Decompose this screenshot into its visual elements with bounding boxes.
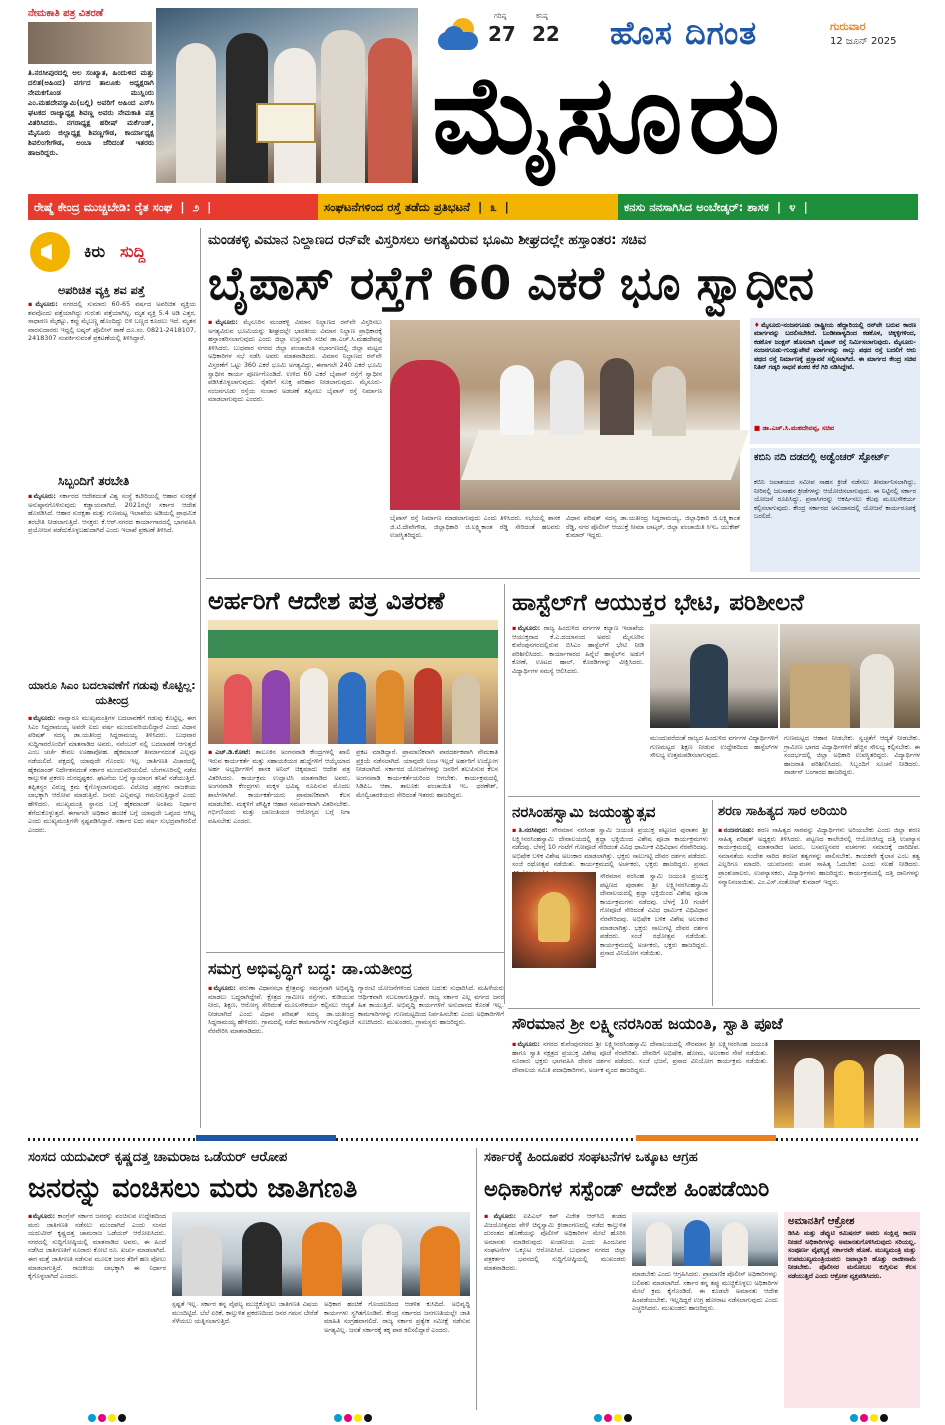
lead-col-3: ವಿಧಾನ ಪರಿಷತ್ ಸದಸ್ಯ ಡಾ.ಯತೀಂದ್ರ ಸಿದ್ದರಾಮಯ್ಯ, ಜಿಲ್ಲಾಧಿಕಾರಿ ಜಿ.ಲಕ್ಷ್ಮಿಕಾಂತ ರೆಡ್ಡಿ, ನಗರ ಪೊಲೀಸ್ ಆಯುಕ್ತೆ ಸೀಮಾ ಲಾಟ್ಕರ್, ಜಿಲ್ಲಾ ಪಂಚಾಯಿತಿ ಸಿಇಒ ಯುಕೇಶ್ ಕುಮಾರ್ ಇದ್ದರು. xyxy=(566,514,740,540)
section-divider xyxy=(476,1148,477,1410)
amanatu-text: ಡಿಸಿಪಿ ಮತ್ತು ಡೆಪ್ಯುಟಿ ಕಮಿಷನರ್ ಅವರು ಸಂಕ್ಷಿಪ್ತ ಕಾರಣ ನೀಡದೆ ಅಧಿಕಾರಿಗಳನ್ನು ಅಮಾನತುಗೊಳಿಸಿರುವುದು ಸರಿಯಲ್ಲ. ಸಂಪೂರ್ಣ ವೈಫಲ್ಯಕ್ಕೆ ಸರ್ಕಾರವೇ ಹೊಣೆ. ಮುಖ್ಯಮಂತ್ರಿ ಮತ್ತು ಉಪಮುಖ್ಯಮಂತ್ರಿಯವರು ಜವಾಬ್ದಾರಿ ಹೊತ್ತು ರಾಜೀನಾಮೆ ನೀಡಬೇಕು. ಪೊಲೀಸರ ಮನೋಬಲ ಕುಗ್ಗಿಸುವ ಕೆಲಸ ನಡೆಯುತ್ತಿದೆ ಎಂದು ಆಕ್ರೋಶ ವ್ಯಕ್ತಪಡಿಸಿದರು. xyxy=(788,1229,916,1280)
kabini-text: ಕಬಿನಿ ಜಲಾಶಯದ ಸಮೀಪ ಸಾಹಸ ಕ್ರೀಡೆ ನಡೆಸಲು ತೀರ್ಮಾನಿಸಲಾಗಿದ್ದು, ನೀರಿನಲ್ಲಿ ಜಲಸಾಹಸ ಕ್ರೀಡೆಗಳನ್ನು ಆಯೋಜಿಸಲಾಗುವುದು. ಈ ನಿಟ್ಟಿನಲ್ಲಿ ಸರ್ಕಾರ ಯೋಜನೆ ರೂಪಿಸಿದ್ದು, ಪ್ರವಾಸಿಗರನ್ನು ಆಕರ್ಷಿಸಲು ಕೆಲವು ಮೂಲಸೌಕರ್ಯ ಕಲ್ಪಿಸಲಾಗುವುದು. ಕೇಂದ್ರ ಸರ್ಕಾರದ ಅನುದಾನದಲ್ಲಿ ಯೋಜನೆ ಕಾರ್ಯರೂಪಕ್ಕೆ ಬರಲಿದೆ. xyxy=(754,478,916,521)
section-divider xyxy=(206,952,504,953)
ticker-text: ಕನಸು ನನಸಾಗಿಸಿದ ಅಂಬೇಡ್ಕರ್: ಶಾಸಕ xyxy=(624,199,769,214)
column-divider xyxy=(200,228,201,1128)
appoint-col-1: ▪ಎಚ್.ಡಿ.ಕೋಟೆ: ತಾಲೂಕಿನ ಅಂಗನವಾಡಿ ಕೇಂದ್ರಗಳಲ್ಲಿ ಖಾಲಿ ಇರುವ ಕಾರ್ಯಕರ್ತೆ ಮತ್ತು ಸಹಾಯಕಿಯರ ಹುದ್ದೆಗಳಿಗೆ ಆಯ್ಕೆಯಾದ ಅರ್ಹ ಅಭ್ಯರ್ಥಿಗಳಿಗೆ ಶಾಸಕ ಅನಿಲ್ ಚಿಕ್ಕಮಾದು ಆದೇಶ ಪತ್ರ ವಿತರಿಸಿದರು. ಕಾರ್ಯಕ್ರಮ ಉದ್ಘಾಟಿಸಿ ಮಾತನಾಡಿದ ಅವರು, ಅಂಗನವಾಡಿ ಕೇಂದ್ರಗಳು ಮಕ್ಕಳ ಭವಿಷ್ಯ ರೂಪಿಸುವ ಮೊದಲ ಶಾಲೆಗಳಾಗಿವೆ. ಕಾರ್ಯಕರ್ತೆಯರು ಪ್ರಾಮಾಣಿಕವಾಗಿ ಕೆಲಸ ಮಾಡಬೇಕು. ಮಕ್ಕಳಿಗೆ ಪೌಷ್ಟಿಕ ಆಹಾರ ಸಮರ್ಪಕವಾಗಿ ವಿತರಿಸಬೇಕು. ಗರ್ಭಿಣಿಯರು ಮತ್ತು ಬಾಣಂತಿಯರ ಆರೋಗ್ಯದ ಬಗ್ಗೆ ನಿಗಾ ವಹಿಸಬೇಕು ಎಂದರು. xyxy=(208,748,350,825)
section-divider xyxy=(206,578,920,579)
suspend-photo xyxy=(632,1212,778,1266)
lead-sidebar xyxy=(750,318,920,444)
souramana-photo xyxy=(774,1040,920,1128)
ticker-page: ೩ xyxy=(490,199,497,214)
ticker-item[interactable]: ರೇಷ್ಮೆ ಕೇಂದ್ರ ಮುಚ್ಚಬೇಡಿ: ರೈತ ಸಂಘ | ೨ | xyxy=(28,194,318,220)
appoint-photo xyxy=(208,620,498,744)
caste-headline: ಜನರನ್ನು ವಂಚಿಸಲು ಮರು ಜಾತಿಗಣತಿ xyxy=(28,1173,358,1204)
amanatu-title: ಅಮಾನತಿಗೆ ಆಕ್ರೋಶ xyxy=(788,1216,855,1227)
amanatu-box xyxy=(784,1212,920,1408)
samagra-headline: ಸಮಗ್ರ ಅಭಿವೃದ್ಧಿಗೆ ಬದ್ಧ: ಡಾ.ಯತೀಂದ್ರ xyxy=(208,959,413,978)
narasimha-photo xyxy=(512,872,596,968)
hostel-headline: ಹಾಸ್ಟೆಲ್‌ಗೆ ಆಯುಕ್ತರ ಭೇಟಿ, ಪರಿಶೀಲನೆ xyxy=(512,590,804,616)
top-story-text: ತಿ.ನರಸೀಪುರದಲ್ಲಿ ಅಲ ಸಂಖ್ಯಾತ, ಹಿಂದುಳಿದ ಮತ್ತು ದಲಿತ(ಅಹಿಂದ) ವರ್ಗದ ತಾಲೂಕು ಅಧ್ಯಕ್ಷರಾಗಿ ನೇಮಕಗೊಂಡ ಮುಸ್ಲಿಂರು ಎಂ.ಮಹದೇವಸ್ವಾಮಿ(ಬಲ್ಲಿ) ಅವರಿಗೆ ಅಹಿಂದ ಎಸ್‌ಸಿ ಘಟಕದ ರಾಜ್ಯಾಧ್ಯಕ್ಷ ಶಿವಣ್ಣ ಅವರು ನೇಮಕಾತಿ ಪತ್ರ ವಿತರಿಸಿದರು. ನಗರಾಧ್ಯಕ್ಷ ಹರೀಷ್ ಮರ್ಕೆಂಡ್, ಮೈಸೂರು ಜಿಲ್ಲಾಧ್ಯಕ್ಷ ಶಿವಣ್ಣಗೌಡ, ಕಾರ್ಯಾಧ್ಯಕ್ಷ ಶಿವಲಿಂಗೇಗೌಡ, ಅಂಬಾ ಜೆರಿದಂತೆ ಇತರರು ಹಾಜರಿದ್ದರು. xyxy=(28,68,154,157)
caste-photo xyxy=(172,1212,470,1296)
narasimha-body-top: ▪ತಿ.ನರಸೀಪುರ: ಸೌರಮಾನ ನರಸಿಂಹ ಸ್ವಾಮಿ ಜಯಂತಿ ಪ್ರಯುಕ್ತ ಪಟ್ಟಣದ ಪುರಾತನ ಶ್ರೀ ಲಕ್ಷ್ಮೀನರಸಿಂಹಸ್ವಾಮಿ ದೇವಾಲಯದಲ್ಲಿ ಶ್ರದ್ಧಾ ಭಕ್ತಿಯಿಂದ ವಿಶೇಷ ಪೂಜಾ ಕಾರ್ಯಕ್ರಮಗಳು ನಡೆದವು. ಬೆಳಗ್ಗೆ 10 ಗಂಟೆಗೆ ಗೋಪೂಜೆ ಸೇರಿದಂತೆ ವಿವಿಧ ಧಾರ್ಮಿಕ ವಿಧಿವಿಧಾನ ನೆರವೇರಿದವು. ಅಭಿಷೇಕ ಬಳಿಕ ವಿಶೇಷ ಅಲಂಕಾರ ಮಾಡಲಾಗಿತ್ತು. ಭಕ್ತರು ಸಾಲುಗಟ್ಟಿ ದೇವರ ದರ್ಶನ ಪಡೆದರು. ಸಂಜೆ ರಥೋತ್ಸವ ನಡೆಯಿತು. ಕಾರ್ಯಕ್ರಮದಲ್ಲಿ ಅರ್ಚಕರು, ಭಕ್ತರು ಹಾಜರಿದ್ದರು. ಪ್ರಸಾದ xyxy=(512,826,708,869)
kabini-box xyxy=(750,448,920,572)
sidebar-quote: ■ ಡಾ.ಎಚ್.ಸಿ.ಮಹದೇವಪ್ಪ, ಸಚಿವ xyxy=(754,424,835,432)
weather-min-label: ಕನಿಷ್ಠ xyxy=(536,12,548,20)
suspend-col-1: ▪ಮೈಸೂರು: ಐಪಿಎಲ್ ಕಪ್ ವಿಜೇತ ಆರ್‌ಸಿಬಿ ತಂಡದ ವಿಜಯೋತ್ಸವದ ವೇಳೆ ಚಿನ್ನಸ್ವಾಮಿ ಕ್ರೀಡಾಂಗಣದಲ್ಲಿ ನಡೆದ ಕಾಲ್ತುಳಿತ ದುರಂತದ ಹೊಣೆಯನ್ನು ಪೊಲೀಸ್ ಅಧಿಕಾರಿಗಳ ಮೇಲೆ ಹೊರಿಸಿ ಅಮಾನತು ಮಾಡಿರುವುದು ಖಂಡನೀಯ ಎಂದು ಹಿಂದೂಪರ ಸಂಘಟನೆಗಳ ಒಕ್ಕೂಟ ಆರೋಪಿಸಿದೆ. ಬುಧವಾರ ನಗರದ ಜಿಲ್ಲಾ ಪತ್ರಕರ್ತರ ಭವನದಲ್ಲಿ ಸುದ್ದಿಗೋಷ್ಠಿಯಲ್ಲಿ ಮುಖಂಡರು ಮಾತನಾಡಿದರು. xyxy=(484,1212,626,1272)
section-divider xyxy=(712,800,713,1006)
sharana-headline: ಶರಣ ಸಾಹಿತ್ಯದ ಸಾರ ಅರಿಯಿರಿ xyxy=(718,804,847,819)
brief-title: ಸಿಬ್ಬಂದಿಗೆ ತರಬೇತಿ xyxy=(58,474,130,488)
edition-title: ಮೈಸೂರು xyxy=(432,53,786,178)
section-tag: ನೇಮಕಾತಿ ಪತ್ರ ವಿತರಣೆ xyxy=(28,8,104,19)
lead-photo xyxy=(390,320,740,510)
caste-col-3: ಅಧಿಕಾರ ಹಂಚಿಕೆ ಗೊಂದಲದಿಂದ ಆಡಳಿತ ಕುಸಿದಿದೆ. ಅಭಿವೃದ್ಧಿ ಕಾರ್ಯಗಳು ಸ್ಥಗಿತಗೊಂಡಿವೆ. ಕೇಂದ್ರ ಸರ್ಕಾರದ ಜನಗಣತಿಯಲ್ಲೇ ಜಾತಿ ಮಾಹಿತಿ ಸಂಗ್ರಹವಾಗಲಿದೆ. ರಾಜ್ಯ ಸರ್ಕಾರ ಪ್ರತ್ಯೇಕ ಸಮೀಕ್ಷೆ ನಡೆಸುವ ಅಗತ್ಯವಿಲ್ಲ. ಜನತೆ ಸರ್ಕಾರಕ್ಕೆ ತಕ್ಕ ಪಾಠ ಕಲಿಸಲಿದ್ದಾರೆ ಎಂದರು. xyxy=(324,1300,470,1334)
section-divider xyxy=(504,584,505,1004)
brief-body: ▪ಮೈಸೂರು: ನಾವ್ಯಾರೂ ಮುಖ್ಯಮಂತ್ರಿಗಳ ಬದಲಾವಣೆಗೆ ಗಡುವು ಕೊಟ್ಟಿಲ್ಲ, ಈಗ ಸಿಎಂ ಸಿದ್ದರಾಮಯ್ಯ ಅವರೇ ಐದು ವರ್ಷ ಮುಂದುವರಿಯಲಿದ್ದಾರೆ ಎಂದು ವಿಧಾನ ಪರಿಷತ್ ಸದಸ್ಯ ಡಾ.ಯತೀಂದ್ರ ಸಿದ್ದರಾಮಯ್ಯ ತಿಳಿಸಿದರು. ಬುಧವಾರ ಸುದ್ದಿಗಾರರೊಂದಿಗೆ ಮಾತನಾಡಿದ ಅವರು, ನವೆಂಬರ್ ನಲ್ಲಿ ಬದಲಾವಣೆ ಆಗುತ್ತದೆ ಎಂಬ ಚರ್ಚೆ ಕೇವಲ ಊಹಾಪೋಹ. ಹೈಕಮಾಂಡ್ ತೀರ್ಮಾನದಂತೆ ಎಲ್ಲವೂ ನಡೆಯಲಿದೆ. ಪಕ್ಷದಲ್ಲಿ ಯಾವುದೇ ಗೊಂದಲ ಇಲ್ಲ. ಜಾತಿಗಣತಿ ವಿಚಾರದಲ್ಲಿ ಹೈಕಮಾಂಡ್ ನಿರ್ದೇಶನದಂತೆ ಸರ್ಕಾರ ಮುಂದುವರಿಯಲಿದೆ. ಬೆಂಗಳೂರಿನಲ್ಲಿ ನಡೆದ ಕಾಲ್ತುಳಿತ ಪ್ರಕರಣ ದುರದೃಷ್ಟಕರ. ಘಟನೆಯ ಬಗ್ಗೆ ನ್ಯಾಯಾಂಗ ತನಿಖೆ ನಡೆಯುತ್ತಿದೆ. ತಪ್ಪಿತಸ್ಥರ ವಿರುದ್ಧ ಕ್ರಮ ಕೈಗೊಳ್ಳಲಾಗುವುದು. ವಿರೋಧ ಪಕ್ಷಗಳು ರಾಜಕೀಯ ಲಾಭಕ್ಕಾಗಿ ಆರೋಪ ಮಾಡುತ್ತಿವೆ. ಜನರು ಎಲ್ಲವನ್ನೂ ಗಮನಿಸುತ್ತಿದ್ದಾರೆ ಎಂದು ಹೇಳಿದರು. ಮುಖ್ಯಮಂತ್ರಿ ಸ್ಥಾನದ ಬಗ್ಗೆ ಹೈಕಮಾಂಡ್ ಅಂತಿಮ ನಿರ್ಧಾರ ತೆಗೆದುಕೊಳ್ಳುತ್ತದೆ. ಈಗಾಗಲೇ ಅಧಿಕಾರ ಹಂಚಿಕೆ ಬಗ್ಗೆ ಯಾವುದೇ ಒಪ್ಪಂದ ಆಗಿಲ್ಲ ಎಂದು ಮುಖ್ಯಮಂತ್ರಿಗಳೇ ಸ್ಪಷ್ಟಪಡಿಸಿದ್ದಾರೆ. ಸರ್ಕಾರ ಐದು ವರ್ಷ ಸುಭದ್ರವಾಗಿರಲಿದೆ ಎಂದರು. xyxy=(28,714,196,834)
brief-body: ▪ಮೈಸೂರು: ಸರ್ಕಾರದ ಆದೇಶದಂತೆ ವಿಶ್ವ ಸಂಸ್ಥೆ ಕಟೀರಿಯಲ್ಲಿ ಆಹಾರ ಸುರಕ್ಷತೆ ಅನುಷ್ಠಾನಗೊಳಿಸುವುದು ಕಡ್ಡಾಯವಾಗಿದೆ. 2021ರಲ್ಲೇ ಸರ್ಕಾರ ಆದೇಶ ಹೊರಡಿಸಿದೆ. ಆಹಾರ ಸುರಕ್ಷತಾ ಮತ್ತು ಗುಣಮಟ್ಟ ಇಲಾಖೆಯ ಅಡಿಯಲ್ಲಿ ಪ್ರಾಥಮಿಕ ತರಬೇತಿ ನೀಡಲಾಗುತ್ತಿದೆ. ಆಸಕ್ತರು ಕೆ.ಆರ್.ನಗರದ ಕಾರ್ಯಾಗಾರದಲ್ಲಿ ಭಾಗವಹಿಸಿ ಪ್ರಯೋಜನ ಪಡೆದುಕೊಳ್ಳಬಹುದಾಗಿದೆ ಎಂದು ಇಲಾಖೆ ಪ್ರಕಟಣೆ ತಿಳಿಸಿದೆ. xyxy=(28,492,196,535)
megaphone-icon xyxy=(30,232,70,272)
narasimha-headline: ನರಸಿಂಹಸ್ವಾಮಿ ಜಯಂತ್ಯುತ್ಸವ xyxy=(512,803,656,821)
hostel-photo-2 xyxy=(780,624,920,728)
top-story-photo xyxy=(28,22,152,64)
ticker-page: ೪ xyxy=(789,199,796,214)
ticker-item[interactable]: ಕನಸು ನನಸಾಗಿಸಿದ ಅಂಬೇಡ್ಕರ್: ಶಾಸಕ | ೪ | xyxy=(618,194,918,220)
suspend-kicker: ಸರ್ಕಾರಕ್ಕೆ ಹಿಂದೂಪರ ಸಂಘಟನೆಗಳ ಒಕ್ಕೂಟ ಆಗ್ರಹ xyxy=(484,1150,698,1165)
day-label: ಗುರುವಾರ xyxy=(830,20,866,33)
lead-headline: ಬೈಪಾಸ್ ರಸ್ತೆಗೆ 60 ಎಕರೆ ಭೂ ಸ್ವಾಧೀನ xyxy=(208,256,814,310)
caste-kicker: ಸಂಸದ ಯದುವೀರ್ ಕೃಷ್ಣದತ್ತ ಚಾಮರಾಜ ಒಡೆಯರ್ ಆರೋಪ xyxy=(28,1150,288,1165)
top-story-main-photo xyxy=(156,8,418,183)
ticker-text: ಸಂಘಟನೆಗಳಿಂದ ರಸ್ತೆ ತಡೆದು ಪ್ರತಿಭಟನೆ xyxy=(324,199,471,214)
color-divider xyxy=(28,1135,920,1143)
masthead xyxy=(0,0,945,190)
souramana-body: ▪ಮೈಸೂರು: ನಗರದ ಕುವೆಂಪುನಗರದ ಶ್ರೀ ಲಕ್ಷ್ಮೀನರಸಿಂಹಸ್ವಾಮಿ ದೇವಾಲಯದಲ್ಲಿ ಸೌರಮಾನ ಶ್ರೀ ಲಕ್ಷ್ಮೀನರಸಿಂಹ ಜಯಂತಿ ಹಾಗೂ ಸ್ವಾತಿ ನಕ್ಷತ್ರದ ಪ್ರಯುಕ್ತ ವಿಶೇಷ ಪೂಜೆ ನೆರವೇರಿತು. ದೇವರಿಗೆ ಅಭಿಷೇಕ, ಹೋಮ, ಅಲಂಕಾರ ಸೇವೆ ನಡೆಯಿತು. ನೂರಾರು ಭಕ್ತರು ಭಾಗವಹಿಸಿ ದೇವರ ದರ್ಶನ ಪಡೆದರು. ಸಂಜೆ ಭಜನೆ, ಪ್ರಸಾದ ವಿನಿಯೋಗ ಕಾರ್ಯಕ್ರಮ ನಡೆಯಿತು. ದೇವಾಲಯ ಸಮಿತಿ ಪದಾಧಿಕಾರಿಗಳು, ಅರ್ಚಕ ವೃಂದ ಹಾಜರಿದ್ದರು. xyxy=(512,1040,768,1074)
hostel-col-3: ಗುಣಮಟ್ಟದ ಆಹಾರ ನೀಡಬೇಕು. ಸ್ವಚ್ಛತೆಗೆ ಆದ್ಯತೆ ನೀಡಬೇಕು. ಗ್ರಾಮೀಣ ಭಾಗದ ವಿದ್ಯಾರ್ಥಿಗಳಿಗೆ ಹೆಚ್ಚಿನ ಸೌಲಭ್ಯ ಕಲ್ಪಿಸಬೇಕು. ಈ ಸಂದರ್ಭದಲ್ಲಿ ಜಿಲ್ಲಾ ಅಧಿಕಾರಿ ಉಪಸ್ಥಿತರಿದ್ದರು. ವಿದ್ಯಾರ್ಥಿಗಳ ಹಾಜರಾತಿ ಪರಿಶೀಲಿಸಿದರು. ಸಿಬ್ಬಂದಿಗೆ ಸೂಚನೆ ನೀಡಿದರು. ವಾರ್ಡನ್ ಬಂಗಾರದ ಹಾಜರಿದ್ದರು. xyxy=(784,734,920,777)
kirusuddi-header xyxy=(28,230,196,274)
brand-logo: ಹೊಸ ದಿಗಂತ xyxy=(610,14,758,52)
kirusuddi-label-a: ಕಿರು xyxy=(84,242,106,261)
hostel-col-1: ▪ಮೈಸೂರು: ರಾಜ್ಯ ಹಿಂದುಳಿದ ವರ್ಗಗಳ ಕಲ್ಯಾಣ ಇಲಾಖೆಯ ಆಯುಕ್ತರಾದ ಕೆ.ಎ.ದಯಾನಂದ ಅವರು ಮೈಸೂರಿನ ಕುವೆಂಪುನಗರದಲ್ಲಿರುವ ಬಿಸಿಎಂ ಹಾಸ್ಟೆಲ್‌ಗೆ ಭೇಟಿ ನೀಡಿ ಪರಿಶೀಲಿಸಿದರು. ಕಾರ್ಯಾಗಾರದ ಹಿನ್ನೆಲೆ ಹಾಸ್ಟೆಲ್‌ನ ಅಡುಗೆ ಕೋಣೆ, ಊಟದ ಹಾಲ್, ಕೊಠಡಿಗಳನ್ನು ವೀಕ್ಷಿಸಿದರು. ವಿದ್ಯಾರ್ಥಿಗಳ ಸಮಸ್ಯೆ ಆಲಿಸಿದರು. xyxy=(512,624,644,675)
lead-col-1: ▪ಮೈಸೂರು: ಮೈಸೂರಿನ ಮಂಡಕಳ್ಳಿ ವಿಮಾನ ನಿಲ್ದಾಣದ ರನ್‌ವೇ ವಿಸ್ತರಿಸಲು ಅಗತ್ಯವಿರುವ ಭೂಮಿಯನ್ನು ಶೀಘ್ರದಲ್ಲೇ ಭಾರತೀಯ ವಿಮಾನ ನಿಲ್ದಾಣ ಪ್ರಾಧಿಕಾರಕ್ಕೆ ಹಸ್ತಾಂತರಿಸಲಾಗುವುದು ಎಂದು ಜಿಲ್ಲಾ ಉಸ್ತುವಾರಿ ಸಚಿವ ಡಾ.ಎಚ್.ಸಿ.ಮಹದೇವಪ್ಪ ತಿಳಿಸಿದರು. ಬುಧವಾರ ನಗರದ ಜಿಲ್ಲಾ ಪಂಚಾಯಿತಿ ಸಭಾಂಗಣದಲ್ಲಿ ಜಿಲ್ಲಾ ಮಟ್ಟದ ಅಧಿಕಾರಿಗಳ ಸಭೆ ನಡೆಸಿ ಅವರು ಮಾತನಾಡಿದರು. ವಿಮಾನ ನಿಲ್ದಾಣದ ರನ್‌ವೇ ವಿಸ್ತರಣೆಗೆ ಒಟ್ಟು 360 ಎಕರೆ ಭೂಮಿ ಅಗತ್ಯವಿದ್ದು, ಈಗಾಗಲೇ 240 ಎಕರೆ ಭೂಮಿ ಸ್ವಾಧೀನ ಕಾರ್ಯ ಪೂರ್ಣಗೊಂಡಿದೆ. ಉಳಿದ 60 ಎಕರೆ ಬೈಪಾಸ್ ರಸ್ತೆಗೆ ಸ್ವಾಧೀನ ಪಡಿಸಿಕೊಳ್ಳಲಾಗುವುದು. ರೈತರಿಗೆ ಸೂಕ್ತ ಪರಿಹಾರ ನೀಡಲಾಗುವುದು. ಮೈಸೂರು-ನಂಜನಗೂಡು ರಸ್ತೆಯ ಸಂಚಾರ ಅಡಚಣೆ ತಪ್ಪಿಸಲು ಬೈಪಾಸ್ ರಸ್ತೆ ನಿರ್ಮಾಣ ಮಾಡಲಾಗುವುದು ಎಂದರು. xyxy=(208,318,382,404)
caste-col-2: ಸ್ಪಷ್ಟತೆ ಇಲ್ಲ. ಸರ್ಕಾರ ತನ್ನ ವೈಫಲ್ಯ ಮುಚ್ಚಿಕೊಳ್ಳಲು ಜಾತಿಗಣತಿ ವಿಷಯ ಮುಂದಿಟ್ಟಿದೆ. ಬೆಲೆ ಏರಿಕೆ, ಕಾಲ್ತುಳಿತ ಪ್ರಕರಣದಿಂದ ಜನರ ಗಮನ ಬೇರೆಡೆ ಸೆಳೆಯಲು ಯತ್ನಿಸಲಾಗುತ್ತಿದೆ. xyxy=(172,1300,318,1326)
date-label: 12 ಜೂನ್ 2025 xyxy=(830,36,897,47)
lead-kicker: ಮಂಡಕಳ್ಳಿ ವಿಮಾನ ನಿಲ್ದಾಣದ ರನ್‌ವೇ ವಿಸ್ತರಿಸಲು ಅಗತ್ಯವಿರುವ ಭೂಮಿ ಶೀಘ್ರದಲ್ಲೇ ಹಸ್ತಾಂತರ: ಸಚಿವ xyxy=(208,232,647,248)
hostel-col-2: ಮುಂದುವರೆದಂತೆ ರಾಜ್ಯದ ಹಿಂದುಳಿದ ವರ್ಗಗಳ ವಿದ್ಯಾರ್ಥಿಗಳಿಗೆ ಗುಣಮಟ್ಟದ ಶಿಕ್ಷಣ ನೀಡುವ ಉದ್ದೇಶದಿಂದ ಹಾಸ್ಟೆಲ್‌ಗಳ ಸೌಲಭ್ಯ ಉತ್ತಮಪಡಿಸಲಾಗುವುದು. xyxy=(650,734,778,760)
ticker-text: ರೇಷ್ಮೆ ಕೇಂದ್ರ ಮುಚ್ಚಬೇಡಿ: ರೈತ ಸಂಘ xyxy=(34,199,173,214)
registration-marks xyxy=(88,1414,888,1424)
souramana-headline: ಸೌರಮಾನ ಶ್ರೀ ಲಕ್ಷ್ಮೀನರಸಿಂಹ ಜಯಂತಿ, ಸ್ವಾತಿ ಪೂಜೆ xyxy=(512,1014,783,1033)
weather-max-label: ಗರಿಷ್ಠ xyxy=(494,12,507,20)
ticker-bar xyxy=(28,194,918,220)
lead-col-2: ಬೈಪಾಸ್ ರಸ್ತೆ ನಿರ್ಮಾಣ ಮಾಡಲಾಗುವುದು ಎಂದು ತಿಳಿಸಿದರು. ಸಭೆಯಲ್ಲಿ ಶಾಸಕ ಜಿ.ಟಿ.ದೇವೇಗೌಡ, ಜಿಲ್ಲಾಧಿಕಾರಿ ಜಿ.ಲಕ್ಷ್ಮಿಕಾಂತ ರೆಡ್ಡಿ ಸೇರಿದಂತೆ ಹಲವರು ಉಪಸ್ಥಿತರಿದ್ದರು. xyxy=(390,514,560,540)
samagra-col-2: ಗ್ಯಾರಂಟಿ ಯೋಜನೆಗಳಿಂದ ಬಡವರ ಬದುಕು ಸುಧಾರಿಸಿದೆ. ಮಹಿಳೆಯರು ಆರ್ಥಿಕವಾಗಿ ಸಬಲರಾಗುತ್ತಿದ್ದಾರೆ. ರಾಜ್ಯ ಸರ್ಕಾರ ಎಲ್ಲ ವರ್ಗದ ಜನರ ಹಿತ ಕಾಯುತ್ತಿದೆ. ಅಭಿವೃದ್ಧಿ ಕಾರ್ಯಗಳಿಗೆ ಅನುದಾನದ ಕೊರತೆ ಇಲ್ಲ. ಕಾಮಗಾರಿಗಳನ್ನು ಗುಣಮಟ್ಟದಿಂದ ನಿರ್ವಹಿಸಬೇಕು ಎಂದು ಅಧಿಕಾರಿಗಳಿಗೆ ಸೂಚಿಸಿದರು. ಮುಖಂಡರು, ಗ್ರಾಮಸ್ಥರು ಹಾಜರಿದ್ದರು. xyxy=(358,984,504,1027)
kirusuddi-column xyxy=(28,228,196,1128)
appoint-col-2: ಪ್ರಕಟ ಮಾಡಿದ್ದಾರೆ. ಪ್ರಾಮಾಣಿಕವಾಗಿ ಪಾರದರ್ಶಕವಾಗಿ ನೇಮಕಾತಿ ಪ್ರಕ್ರಿಯೆ ನಡೆಸಲಾಗಿದೆ. ಯಾವುದೇ ಲಂಚ ಇಲ್ಲದೆ ಅರ್ಹರಿಗೆ ಉದ್ಯೋಗ ನೀಡಲಾಗಿದೆ. ಸರ್ಕಾರದ ಯೋಜನೆಗಳನ್ನು ಜನರಿಗೆ ತಲುಪಿಸುವ ಕೆಲಸ ಅಂಗನವಾಡಿ ಕಾರ್ಯಕರ್ತೆಯರಿಂದ ಆಗಬೇಕು. ಕಾರ್ಯಕ್ರಮದಲ್ಲಿ ಸಿಡಿಪಿಒ ಆಶಾ, ತಾಲೂಕು ಪಂಚಾಯಿತಿ ಇಒ ಧರಣೇಶ್, ಮೇಲ್ವಿಚಾರಕಿಯರು ಸೇರಿದಂತೆ ಇತರರು ಹಾಜರಿದ್ದರು. xyxy=(356,748,498,799)
brief-title: ಯಾರೂ ಸಿಎಂ ಬದಲಾವಣೆಗೆ ಗಡುವು ಕೊಟ್ಟಿಲ್ಲ: ಯತೀಂದ್ರ xyxy=(28,679,196,707)
suspend-headline: ಅಧಿಕಾರಿಗಳ ಸಸ್ಪೆಂಡ್ ಆದೇಶ ಹಿಂಪಡೆಯಿರಿ xyxy=(484,1177,770,1201)
weather-max-value: 27 xyxy=(488,22,516,46)
weather-min-value: 22 xyxy=(532,22,560,46)
appoint-headline: ಅರ್ಹರಿಗೆ ಆದೇಶ ಪತ್ರ ವಿತರಣೆ xyxy=(208,587,445,615)
narasimha-body: ಸೌರಮಾನ ನರಸಿಂಹ ಸ್ವಾಮಿ ಜಯಂತಿ ಪ್ರಯುಕ್ತ ಪಟ್ಟಣದ ಪುರಾತನ ಶ್ರೀ ಲಕ್ಷ್ಮೀನರಸಿಂಹಸ್ವಾಮಿ ದೇವಾಲಯದಲ್ಲಿ ಶ್ರದ್ಧಾ ಭಕ್ತಿಯಿಂದ ವಿಶೇಷ ಪೂಜಾ ಕಾರ್ಯಕ್ರಮಗಳು ನಡೆದವು. ಬೆಳಗ್ಗೆ 10 ಗಂಟೆಗೆ ಗೋಪೂಜೆ ಸೇರಿದಂತೆ ವಿವಿಧ ಧಾರ್ಮಿಕ ವಿಧಿವಿಧಾನ ನೆರವೇರಿದವು. ಅಭಿಷೇಕ ಬಳಿಕ ವಿಶೇಷ ಅಲಂಕಾರ ಮಾಡಲಾಗಿತ್ತು. ಭಕ್ತರು ಸಾಲುಗಟ್ಟಿ ದೇವರ ದರ್ಶನ ಪಡೆದರು. ಸಂಜೆ ರಥೋತ್ಸವ ನಡೆಯಿತು. ಕಾರ್ಯಕ್ರಮದಲ್ಲಿ ಅರ್ಚಕರು, ಭಕ್ತರು ಹಾಜರಿದ್ದರು. ಪ್ರಸಾದ ವಿನಿಯೋಗ ನಡೆಯಿತು. xyxy=(600,872,708,958)
brief-body: ▪ಮೈಸೂರು: ನಗರದಲ್ಲಿ ಸುಮಾರು 60-65 ವರ್ಷದ ಅಪರಿಚಿತ ವ್ಯಕ್ತಿಯ ಶವವೊಂದು ಪತ್ತೆಯಾಗಿದ್ದು ಗುರುತು ಪತ್ತೆಯಾಗಿಲ್ಲ. ಮೃತ ವ್ಯಕ್ತಿ 5.4 ಅಡಿ ಎತ್ತರ, ಸಾಧಾರಣ ಮೈಕಟ್ಟು, ಕಪ್ಪು ಮೈಬಣ್ಣ ಹೊಂದಿದ್ದು ಬಿಳಿ ಬಣ್ಣದ ಕೂದಲು ಇದೆ. ಮೃತನ ವಾರಸುದಾರರು ಇದ್ದಲ್ಲಿ ಲಷ್ಕರ್ ಪೊಲೀಸ್ ಠಾಣೆ ದೂ.ಸಂ. 0821-2418107, 2418307 ಸಂಪರ್ಕಿಸುವಂತೆ ಪ್ರಕಟಣೆಯಲ್ಲಿ ತಿಳಿಸಿದ್ದಾರೆ. xyxy=(28,300,196,343)
kabini-title: ಕಬಿನಿ ನದಿ ದಡದಲ್ಲಿ ಅಡ್ವೆಂಚರ್ ಸ್ಪೋರ್ಟ್ xyxy=(754,452,890,463)
kirusuddi-label-b: ಸುದ್ದಿ xyxy=(120,242,146,261)
ticker-page: ೨ xyxy=(192,199,200,214)
brief-title: ಅಪರಿಚಿತ ವ್ಯಕ್ತಿ ಶವ ಪತ್ತೆ xyxy=(58,284,145,297)
hostel-photo-1 xyxy=(650,624,778,728)
sidebar-text: ♦ಮೈಸೂರು-ನಂಜನಗೂಡು ರಾಷ್ಟ್ರೀಯ ಹೆದ್ದಾರಿಯಲ್ಲಿ ರನ್‌ವೇ ಬರುವ ಕಾರಣ ಮಾರ್ಗವನ್ನು ಬದಲಿಸಬೇಕಿದೆ. ಬಂಡೀಪಾಳ್ಯದಿಂದ ಕಡಕೊಳ, ಚಿಕ್ಕಳ್ಳಿಗಳಿಂದ, ಕಡಕೊಳ ಜಂಕ್ಷನ್ ಹೊಸದಾಗಿ ಬೈಪಾಸ್ ರಸ್ತೆ ನಿರ್ಮಿಸಲಾಗುವುದು. ಮೈಸೂರು-ನಂಜನಗೂಡು-ಗುಂಡ್ಲುಪೇಟೆ ಮಾರ್ಗವನ್ನು ನಾಲ್ಕು ಪಥದ ರಸ್ತೆ ಬದಲಿಗೆ ಆರು ಪಥದ ರಸ್ತೆ ನಿರ್ಮಾಣಕ್ಕೆ ಪ್ರಸ್ತಾವನೆ ಸಲ್ಲಿಸಲಾಗಿದೆ. ಈ ಮಾರ್ಗದ ಕೇಂದ್ರ ಸಚಿವ ನಿತಿನ್ ಗಡ್ಕರಿ ಸಾಧನೆ ಶಂಕರ ಕೆರೆ ಗಿರಿ ನಡಿಸಿದ್ದೇವೆ. xyxy=(754,322,916,372)
section-divider xyxy=(508,1008,920,1009)
samagra-col-1: ▪ಮೈಸೂರು: ವರುಣಾ ವಿಧಾನಸಭಾ ಕ್ಷೇತ್ರವನ್ನು ಸಮಗ್ರವಾಗಿ ಅಭಿವೃದ್ಧಿ ಮಾಡಲು ಬದ್ಧರಾಗಿದ್ದೇವೆ. ಕ್ಷೇತ್ರದ ಗ್ರಾಮೀಣ ರಸ್ತೆಗಳು, ಕುಡಿಯುವ ನೀರು, ಶಿಕ್ಷಣ, ಆರೋಗ್ಯ ಸೇರಿದಂತೆ ಮೂಲಸೌಕರ್ಯ ಕಲ್ಪಿಸಲು ಆದ್ಯತೆ ನೀಡಲಾಗಿದೆ ಎಂದು ವಿಧಾನ ಪರಿಷತ್ ಸದಸ್ಯ ಡಾ.ಯತೀಂದ್ರ ಸಿದ್ದರಾಮಯ್ಯ ಹೇಳಿದರು. ಗ್ರಾಮದಲ್ಲಿ ನಡೆದ ಕಾಮಗಾರಿಗಳ ಗುದ್ದಲಿಪೂಜೆ ನೆರವೇರಿಸಿ ಮಾತನಾಡಿದರು. xyxy=(208,984,354,1035)
section-divider xyxy=(508,796,920,797)
suspend-col-2: ಮಾಡಬೇಕು ಎಂದು ಆಗ್ರಹಿಸಿದರು. ಪ್ರಾಮಾಣಿಕ ಪೊಲೀಸ್ ಅಧಿಕಾರಿಗಳನ್ನು ಬಲಿಪಶು ಮಾಡಲಾಗಿದೆ. ಸರ್ಕಾರ ತನ್ನ ತಪ್ಪು ಮುಚ್ಚಿಕೊಳ್ಳಲು ಅಧಿಕಾರಿಗಳ ಮೇಲೆ ಕ್ರಮ ಕೈಗೊಂಡಿದೆ. ಈ ಕೂಡಲೇ ಅಮಾನತು ಆದೇಶ ಹಿಂಪಡೆಯಬೇಕು. ಇಲ್ಲದಿದ್ದರೆ ಉಗ್ರ ಹೋರಾಟ ನಡೆಸಲಾಗುವುದು ಎಂದು ಎಚ್ಚರಿಸಿದರು. ಮುಖಂಡರು ಹಾಜರಿದ್ದರು. xyxy=(632,1270,778,1313)
caste-col-1: ▪ಮೈಸೂರು: ಕಾಂಗ್ರೆಸ್ ಸರ್ಕಾರ ಜನರನ್ನು ವಂಚಿಸುವ ಉದ್ದೇಶದಿಂದ ಮರು ಜಾತಿಗಣತಿ ನಡೆಸಲು ಮುಂದಾಗಿದೆ ಎಂದು ಸಂಸದ ಯದುವೀರ್ ಕೃಷ್ಣದತ್ತ ಚಾಮರಾಜ ಒಡೆಯರ್ ಆರೋಪಿಸಿದರು. ನಗರದಲ್ಲಿ ಸುದ್ದಿಗೋಷ್ಠಿಯಲ್ಲಿ ಮಾತನಾಡಿದ ಅವರು, ಈ ಹಿಂದೆ ನಡೆಸಿದ ಜಾತಿಗಣತಿಗೆ ನೂರಾರು ಕೋಟಿ ರೂ. ಖರ್ಚು ಮಾಡಲಾಗಿದೆ. ಈಗ ಮತ್ತೆ ಜಾತಿಗಣತಿ ನಡೆಸುವ ಮೂಲಕ ಜನರ ತೆರಿಗೆ ಹಣ ಪೋಲು ಮಾಡಲಾಗುತ್ತಿದೆ. ರಾಜಕೀಯ ಲಾಭಕ್ಕಾಗಿ ಈ ನಿರ್ಧಾರ ಕೈಗೊಳ್ಳಲಾಗಿದೆ ಎಂದರು. xyxy=(28,1212,166,1281)
sharana-body: ▪ನಂಜನಗೂಡು: ಶರಣ ಸಾಹಿತ್ಯದ ಸಾರವನ್ನು ವಿದ್ಯಾರ್ಥಿಗಳು ಅರಿಯಬೇಕು ಎಂದು ಜಿಲ್ಲಾ ಶರಣ ಸಾಹಿತ್ಯ ಪರಿಷತ್ ಅಧ್ಯಕ್ಷರು ತಿಳಿಸಿದರು. ಪಟ್ಟಣದ ಕಾಲೇಜಿನಲ್ಲಿ ಆಯೋಜಿಸಿದ್ದ ದತ್ತಿ ಉಪನ್ಯಾಸ ಕಾರ್ಯಕ್ರಮದಲ್ಲಿ ಮಾತನಾಡಿದ ಅವರು, ಬಸವಣ್ಣನವರ ವಚನಗಳು ಸಮಾಜಕ್ಕೆ ದಾರಿದೀಪ. ಸಮಾನತೆಯ ಸಂದೇಶ ಸಾರಿದ ಶರಣರ ತತ್ವಗಳನ್ನು ಪಾಲಿಸಬೇಕು. ಕಾಯಕವೇ ಕೈಲಾಸ ಎಂಬ ತತ್ವ ಎಲ್ಲರಿಗೂ ಮಾದರಿ. ಯುವಜನರು ವಚನ ಸಾಹಿತ್ಯ ಓದಬೇಕು ಎಂದು ಸಲಹೆ ನೀಡಿದರು. ಪ್ರಾಂಶುಪಾಲರು, ಉಪನ್ಯಾಸಕರು, ವಿದ್ಯಾರ್ಥಿಗಳು ಹಾಜರಿದ್ದರು. ಕಾರ್ಯಕ್ರಮದಲ್ಲಿ ದತ್ತಿ ದಾನಿಗಳನ್ನು ಸನ್ಮಾನಿಸಲಾಯಿತು. ಎಂ.ಎಸ್.ಸಂತೋಷ್ ಕುಮಾರ್ ಇದ್ದರು. xyxy=(718,826,920,886)
ticker-item[interactable]: ಸಂಘಟನೆಗಳಿಂದ ರಸ್ತೆ ತಡೆದು ಪ್ರತಿಭಟನೆ | ೩ | xyxy=(318,194,618,220)
